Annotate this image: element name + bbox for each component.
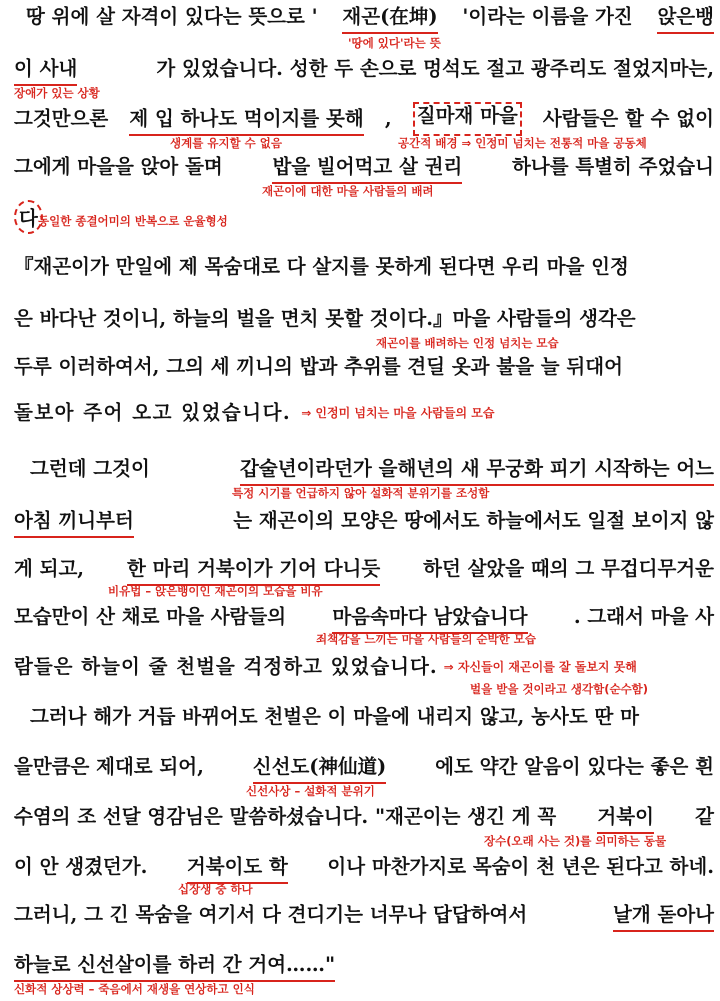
annotation: 특정 시기를 언급하지 않아 설화적 분위기를 조성함 <box>232 486 490 500</box>
underlined-phrase: 밥을 빌어먹고 살 권리 <box>272 150 462 184</box>
text: 돌보아 주어 오고 있었습니다. <box>14 401 292 424</box>
text-line-1 <box>26 0 714 34</box>
underlined-phrase: 마음속마다 남았습니다 <box>332 600 527 634</box>
annotation: 동일한 종결어미의 반복으로 운율형성 <box>38 214 228 228</box>
text: '이라는 이름을 가진 <box>462 5 633 28</box>
text-line-16 <box>14 750 714 784</box>
underlined-phrase: 거북이 <box>597 800 654 834</box>
underlined-phrase: 앉은뱅 <box>657 0 714 34</box>
annotation: 생계를 유지할 수 없음 <box>170 136 282 150</box>
underlined-phrase: 한 마리 거북이가 기어 다니듯 <box>127 552 380 586</box>
annotation: ⇒ 인정미 넘치는 마을 사람들의 모습 <box>301 406 495 420</box>
text-line-8 <box>14 350 714 384</box>
underlined-phrase: 갑술년이라던가 을해년의 새 무궁화 피기 시작하는 어느 <box>240 452 714 486</box>
annotation: 재곤이에 대한 마을 사람들의 배려 <box>262 184 434 198</box>
text-line-20 <box>14 948 714 982</box>
text-line-2 <box>14 52 714 86</box>
text: 게 되고, <box>14 557 85 580</box>
annotation: 벌을 받을 것이라고 생각함(순수함) <box>470 682 649 696</box>
underlined-phrase: 거북이도 학 <box>187 850 288 884</box>
text: 가 있었습니다. 성한 두 손으로 멍석도 절고 광주리도 절었지마는, <box>156 57 714 80</box>
underlined-phrase: 날개 돋아나 <box>613 898 714 932</box>
annotation: 신화적 상상력 – 죽음에서 재생을 연상하고 인식 <box>14 982 255 996</box>
annotation: 죄책감을 느끼는 마을 사람들의 순박한 모습 <box>316 632 536 646</box>
text: 을만큼은 제대로 되어, <box>14 755 204 778</box>
annotation: 공간적 배경 ⇒ 인정미 넘치는 전통적 마을 공동체 <box>398 136 647 150</box>
underlined-phrase: 아침 끼니부터 <box>14 504 134 538</box>
text-line-10 <box>30 452 714 486</box>
text-line-18 <box>14 850 714 884</box>
text-line-17 <box>14 800 714 834</box>
text: 땅 위에 살 자격이 있다는 뜻으로 ' <box>26 5 318 28</box>
annotation: 장수(오래 사는 것)를 의미하는 동물 <box>484 834 667 848</box>
text: 두루 이러하여서, 그의 세 끼니의 밥과 추위를 견딜 옷과 불을 늘 뒤대어 <box>14 355 623 378</box>
text: 그런데 그것이 <box>30 457 150 480</box>
text: 는 재곤이의 모양은 땅에서도 하늘에서도 일절 보이지 않 <box>233 509 714 532</box>
text: 그러니, 그 긴 목숨을 여기서 다 견디기는 너무나 답답하여서 <box>14 903 528 926</box>
text: 에도 약간 알음이 있다는 좋은 흰 <box>435 755 714 778</box>
text-line-14 <box>14 650 714 684</box>
underlined-phrase: 제 입 하나도 먹이지를 못해 <box>129 102 363 136</box>
text-line-3 <box>14 102 714 136</box>
text: 수염의 조 선달 영감님은 말씀하셨습니다. "재곤이는 생긴 게 꼭 <box>14 805 557 828</box>
text: 이 안 생겼던가. <box>14 855 148 878</box>
circled-char: 다 <box>14 200 43 234</box>
boxed-phrase: 질마재 마을 <box>413 102 522 136</box>
text: 그것만으론 <box>14 107 109 130</box>
text-line-11 <box>14 504 714 538</box>
text: 『재곤이가 만일에 제 목숨대로 다 살지를 못하게 된다면 우리 마을 인정 <box>14 255 629 278</box>
text: 사람들은 할 수 없이 <box>542 107 714 130</box>
annotation: 장애가 있는 상황 <box>14 86 100 100</box>
text: . 그래서 마을 사 <box>573 605 714 628</box>
underlined-phrase: 하늘로 신선살이를 하러 간 거여……" <box>14 948 335 982</box>
underlined-phrase: 이 사내 <box>14 52 77 86</box>
text-line-15 <box>30 700 714 734</box>
annotation: 비유법 – 앉은뱅이인 재곤이의 모습을 비유 <box>108 584 323 598</box>
annotation: ⇒ 자신들이 재곤이를 잘 돌보지 못해 <box>443 660 637 674</box>
text-line-4 <box>14 150 714 184</box>
text: 은 바다난 것이니, 하늘의 벌을 면치 못할 것이다.』마을 사람들의 생각은 <box>14 307 636 330</box>
text: 람들은 하늘이 줄 천벌을 걱정하고 있었습니다. <box>14 655 438 678</box>
text: 그러나 해가 거듭 바뀌어도 천벌은 이 마을에 내리지 않고, 농사도 딴 마 <box>30 705 639 728</box>
text: 하던 살았을 때의 그 무겁디무거운 <box>423 557 714 580</box>
text-line-9 <box>14 396 714 430</box>
text-line-13 <box>14 600 714 634</box>
text: 이나 마찬가지로 목숨이 천 년은 된다고 하네. <box>327 855 714 878</box>
text-line-6 <box>14 250 714 284</box>
underlined-phrase: 신선도(神仙道) <box>253 750 386 784</box>
text-line-12 <box>14 552 714 586</box>
text: 그에게 마을을 앉아 돌며 <box>14 155 223 178</box>
underlined-phrase: 재곤(在坤) <box>342 0 437 34</box>
text: 모습만이 산 채로 마을 사람들의 <box>14 605 287 628</box>
text: , <box>384 107 392 130</box>
text-line-7 <box>14 302 714 336</box>
annotation: 십장생 중 하나 <box>178 882 253 896</box>
text: 같 <box>695 805 714 828</box>
annotation: '땅에 있다'라는 뜻 <box>348 36 441 50</box>
text-line-19 <box>14 898 714 932</box>
annotation: 재곤이를 배려하는 인정 넘치는 모습 <box>376 336 559 350</box>
annotation: 신선사상 – 설화적 분위기 <box>246 784 375 798</box>
text: 하나를 특별히 주었습니 <box>512 155 714 178</box>
